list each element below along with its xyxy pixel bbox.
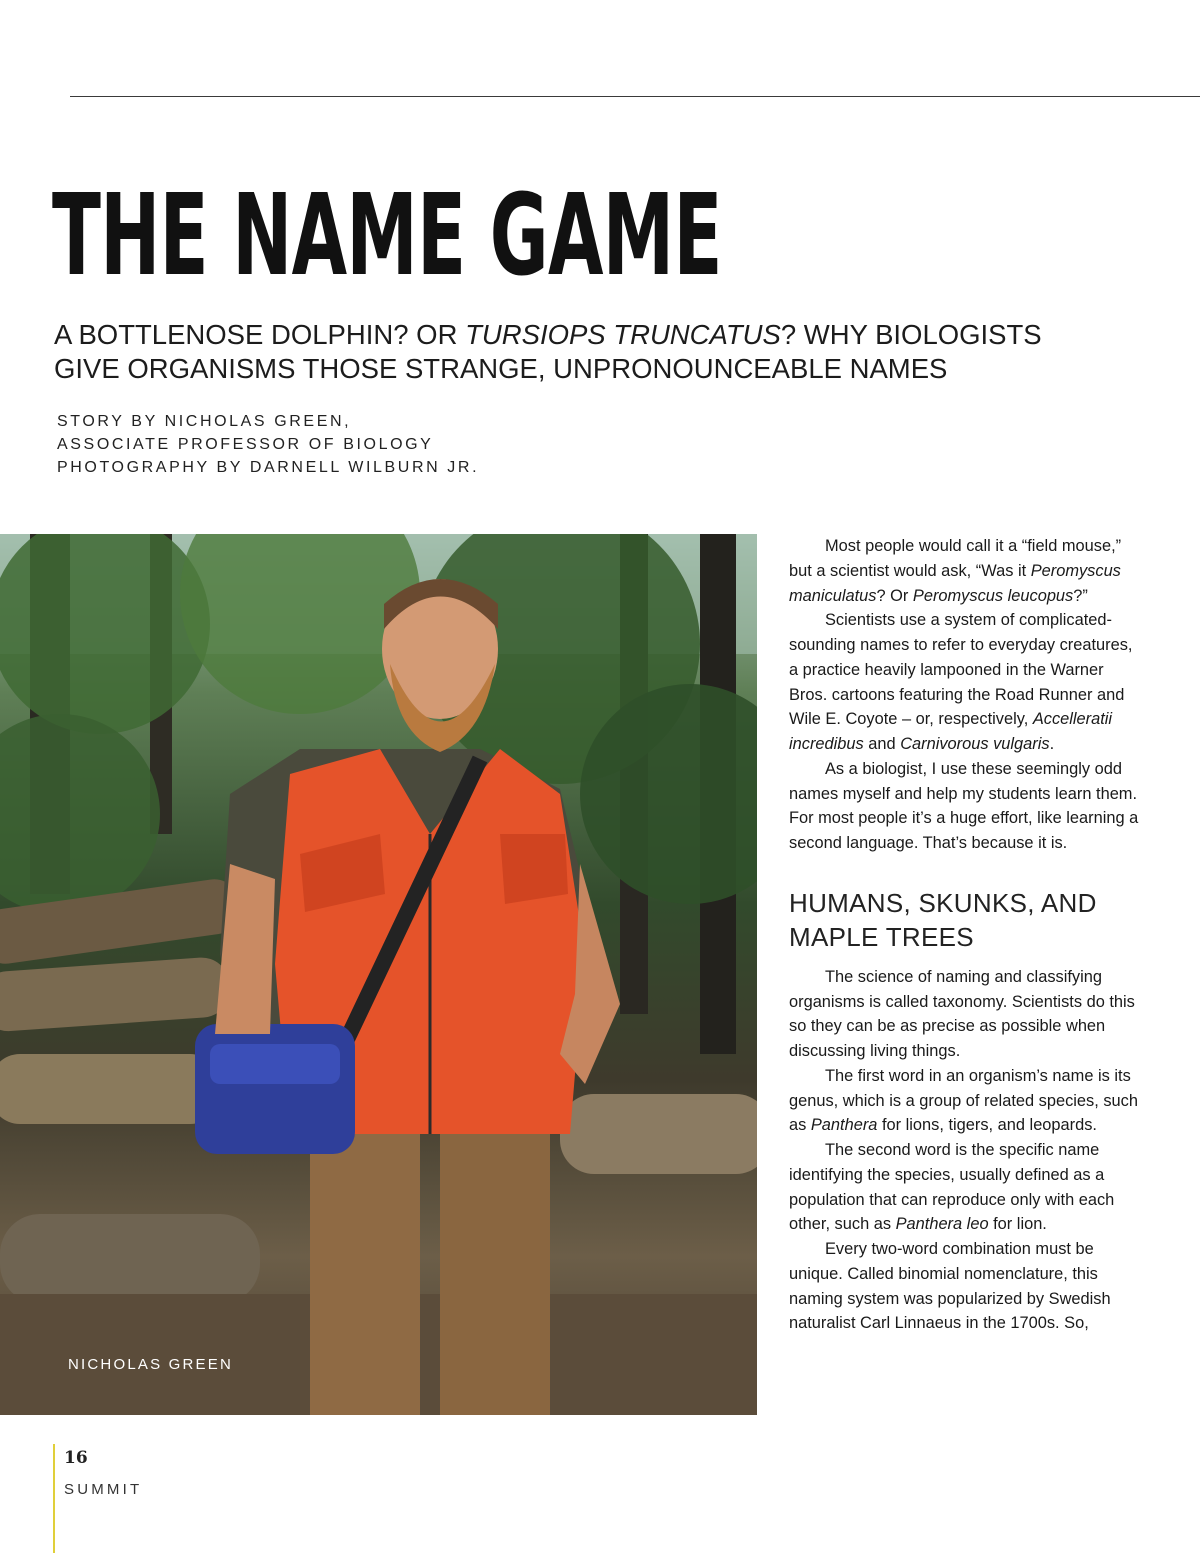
body-paragraph-3: As a biologist, I use these seemingly odd names myself and help my students learn them. For most people it’s a huge effort, like learning a second language. That’s because it is. (789, 759, 1139, 852)
photo-caption: NICHOLAS GREEN (68, 1356, 233, 1373)
p1-species-1: Peromyscus maniculatus (789, 561, 1121, 605)
body-paragraph-6 (789, 1138, 1139, 1237)
top-rule (70, 96, 1200, 97)
magazine-name: SUMMIT (64, 1481, 143, 1498)
photo-illustration (0, 534, 757, 1415)
p2-species-2: Carnivorous vulgaris (900, 735, 1050, 753)
byline-author-title: ASSOCIATE PROFESSOR OF BIOLOGY (57, 436, 434, 453)
p1-text-a: Most people would call it a “field mouse,” but a scientist would ask, “Was it (789, 537, 1122, 580)
p2-text-a: Scientists use a system of complicated-sounding names to refer to everyday creatures, a practice heavily lampooned in the Warner Bros. cartoons featuring the Road Runner and Wile E. Coyote – or, respectively, (789, 611, 1133, 729)
body-paragraph-4: The science of naming and classifying organisms is called taxonomy. Scientists do this so they can be as precise as possible when discussing living things. (789, 967, 1135, 1060)
p1-text-b: ? Or (876, 586, 913, 605)
deck-italic-species: TURSIOPS TRUNCATUS (465, 319, 781, 350)
deck-text-1: A BOTTLENOSE DOLPHIN? OR (54, 319, 466, 350)
deck-text-2: ? WHY BIOLOGISTS GIVE ORGANISMS THOSE STRANGE, UNPRONOUNCEABLE NAMES (54, 319, 1042, 384)
p5-genus: Panthera (810, 1116, 878, 1135)
p6-text-b: for lion. (988, 1215, 1047, 1234)
body-paragraph-7: Every two-word combination must be unique. Called binomial nomenclature, this naming system was popularized by Swedish naturalist Carl Linnaeus in the 1700s. So, (789, 1240, 1111, 1333)
p2-text-c: . (1049, 735, 1055, 753)
p2-species-1: Accelleratii incredibus (789, 710, 1113, 753)
section-subhead: HUMANS, SKUNKS, AND MAPLE TREES (789, 887, 1097, 952)
p2-text-b: and (863, 735, 901, 753)
body-paragraph-1 (789, 534, 1139, 608)
body-paragraph-5 (789, 1064, 1139, 1138)
p6-species: Panthera leo (895, 1215, 989, 1234)
article-body (789, 534, 1139, 1336)
feature-photo (0, 534, 757, 1415)
p5-text-b: for lions, tigers, and leopards. (877, 1116, 1097, 1135)
p6-text-a: The second word is the specific name identifying the species, usually defined as a population that can reproduce only with each other, such as (789, 1141, 1115, 1234)
byline-photographer: PHOTOGRAPHY BY DARNELL WILBURN JR. (57, 459, 480, 476)
p1-species-2: Peromyscus leucopus (912, 586, 1074, 605)
p1-text-c: ?” (1073, 586, 1088, 605)
body-paragraph-2 (789, 608, 1139, 757)
byline-author: STORY BY NICHOLAS GREEN, (57, 413, 352, 430)
article-deck (54, 318, 1114, 386)
page-number: 16 (64, 1448, 88, 1468)
p5-text-a: The first word in an organism’s name is its genus, which is a group of related species, such as (789, 1066, 1138, 1135)
byline (57, 410, 479, 479)
folio-accent-bar (53, 1444, 55, 1553)
article-title: THE NAME GAME (52, 171, 722, 301)
